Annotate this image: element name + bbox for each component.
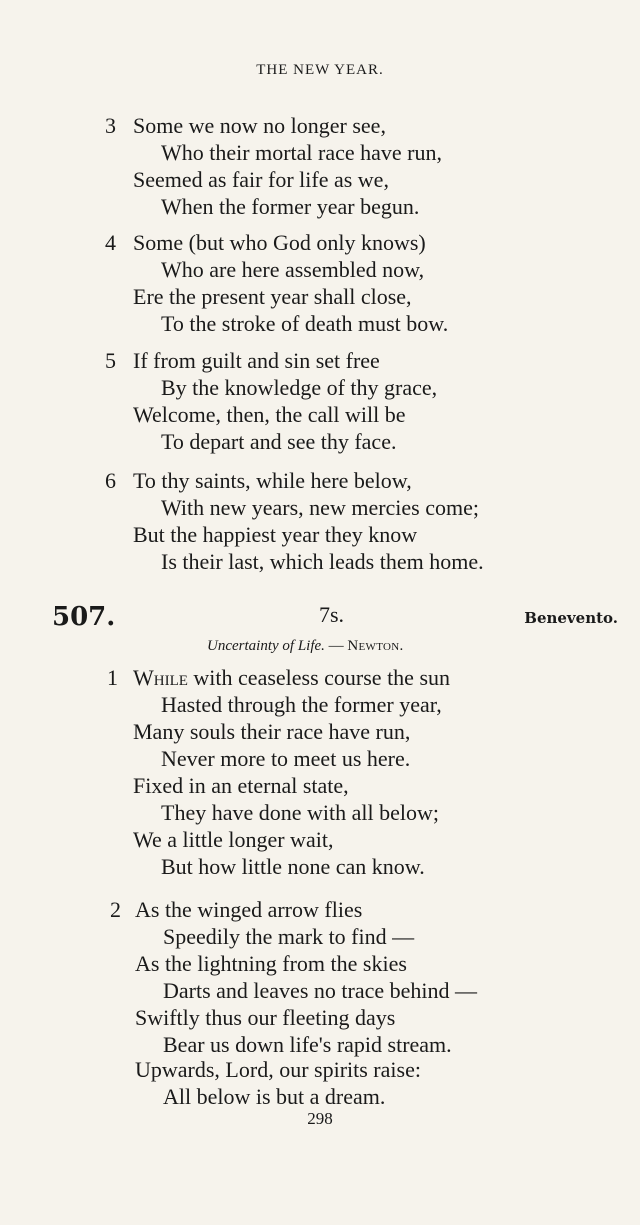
verse-line: Hasted through the former year, bbox=[161, 692, 442, 717]
running-header: THE NEW YEAR. bbox=[256, 62, 384, 78]
first-word: While bbox=[133, 665, 188, 690]
verse-line: Speedily the mark to find — bbox=[163, 924, 415, 949]
stanza-number: 2 bbox=[110, 897, 121, 922]
verse-line: Many souls their race have run, bbox=[133, 719, 411, 744]
verse-line: Ere the present year shall close, bbox=[133, 284, 412, 309]
verse-line: Welcome, then, the call will be bbox=[133, 402, 406, 427]
verse-line bbox=[133, 667, 450, 689]
verse-line: But how little none can know. bbox=[161, 854, 425, 879]
hymn-author: Newton. bbox=[347, 638, 404, 654]
verse-line: If from guilt and sin set free bbox=[133, 348, 380, 373]
verse-line: Who are here assembled now, bbox=[161, 257, 425, 282]
verse-line: We a little longer wait, bbox=[133, 827, 334, 852]
stanza-number: 3 bbox=[105, 113, 116, 138]
verse-line: They have done with all below; bbox=[161, 800, 439, 825]
verse-line: But the happiest year they know bbox=[133, 522, 418, 547]
verse-line: Never more to meet us here. bbox=[161, 746, 411, 771]
stanza-number: 6 bbox=[105, 468, 116, 493]
verse-line: Seemed as fair for life as we, bbox=[133, 167, 389, 192]
stanza-number: 4 bbox=[105, 230, 116, 255]
hymn-title: Uncertainty of Life. bbox=[207, 638, 325, 654]
verse-line: Fixed in an eternal state, bbox=[133, 773, 349, 798]
verse-line: Some we now no longer see, bbox=[133, 113, 386, 138]
title-dash: — bbox=[324, 638, 348, 654]
verse-line: Some (but who God only knows) bbox=[133, 230, 426, 255]
verse-line: To the stroke of death must bow. bbox=[161, 311, 449, 336]
verse-line: Bear us down life's rapid stream. bbox=[163, 1032, 452, 1057]
hymn-number: 507. bbox=[52, 602, 116, 632]
verse-line: Is their last, which leads them home. bbox=[161, 549, 484, 574]
verse-line: As the lightning from the skies bbox=[135, 951, 407, 976]
verse-line: Darts and leaves no trace behind — bbox=[163, 978, 477, 1003]
hymn-subtitle bbox=[207, 639, 404, 654]
verse-line: When the former year begun. bbox=[161, 194, 420, 219]
hymn-meter: 7s. bbox=[319, 602, 345, 627]
verse-line: With new years, new mercies come; bbox=[161, 495, 479, 520]
verse-line: To depart and see thy face. bbox=[161, 429, 397, 454]
verse-line: By the knowledge of thy grace, bbox=[161, 375, 438, 400]
stanza-number: 1 bbox=[107, 665, 118, 690]
stanza-number: 5 bbox=[105, 348, 116, 373]
verse-line: Upwards, Lord, our spirits raise: bbox=[135, 1057, 421, 1082]
verse-line: Swiftly thus our fleeting days bbox=[135, 1005, 396, 1030]
tune-name: Benevento. bbox=[524, 609, 618, 627]
verse-line: Who their mortal race have run, bbox=[161, 140, 442, 165]
verse-line: To thy saints, while here below, bbox=[133, 468, 412, 493]
page-number: 298 bbox=[307, 1109, 333, 1128]
verse-line: All below is but a dream. bbox=[163, 1084, 386, 1109]
verse-line: As the winged arrow flies bbox=[135, 897, 363, 922]
first-line-rest: with ceaseless course the sun bbox=[187, 665, 451, 690]
